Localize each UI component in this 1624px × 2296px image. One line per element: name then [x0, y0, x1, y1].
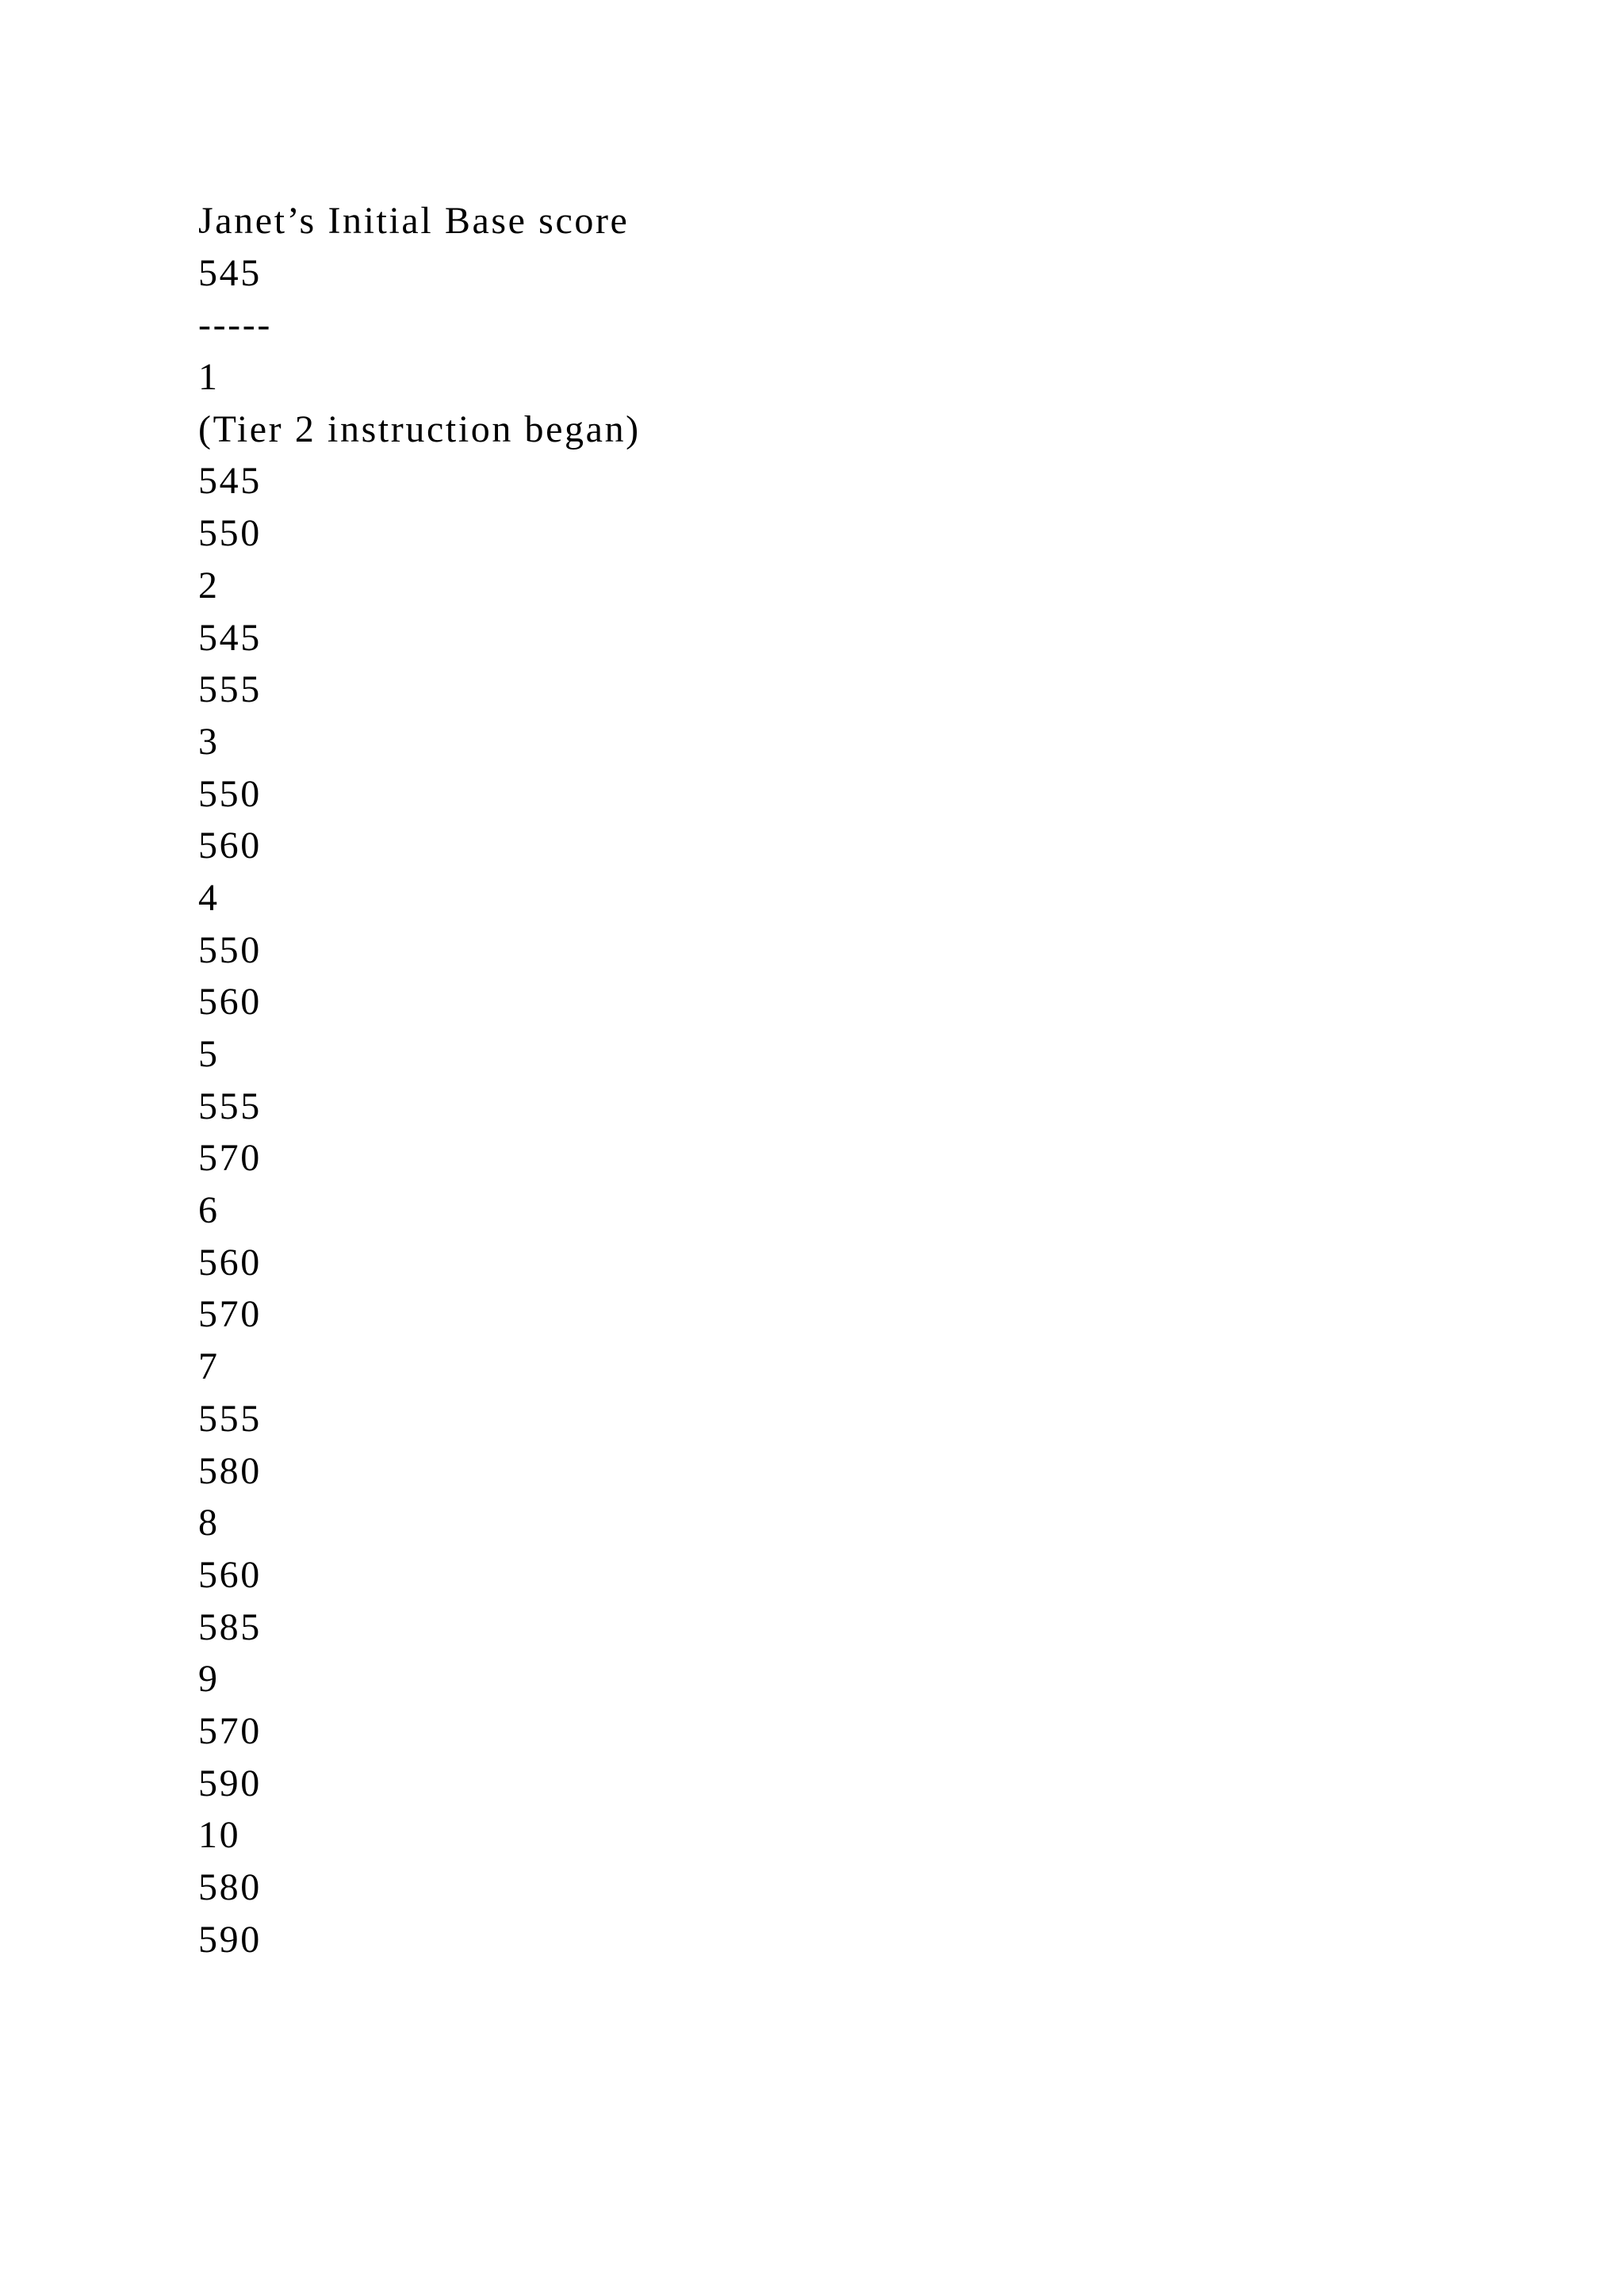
week-number: 10 — [198, 1814, 241, 1857]
score-value: 550 — [198, 772, 262, 815]
score-value: 580 — [198, 1449, 262, 1492]
week-number: 2 — [198, 564, 220, 607]
document-title: Janet’s Initial Base score — [198, 200, 630, 242]
score-value: 570 — [198, 1137, 262, 1180]
week-number: 1 — [198, 356, 220, 399]
score-value: 550 — [198, 928, 262, 971]
separator-line: ----- — [198, 304, 272, 346]
score-value: 570 — [198, 1293, 262, 1336]
score-value: 560 — [198, 981, 262, 1024]
note-line: (Tier 2 instruction began) — [198, 408, 641, 450]
score-value: 555 — [198, 668, 262, 711]
week-number: 8 — [198, 1502, 220, 1544]
week-number: 5 — [198, 1033, 220, 1075]
week-number: 6 — [198, 1189, 220, 1232]
score-value: 560 — [198, 1553, 262, 1596]
week-number: 4 — [198, 876, 220, 919]
week-number: 9 — [198, 1658, 220, 1701]
score-value: 560 — [198, 1241, 262, 1284]
score-value: 550 — [198, 512, 262, 555]
score-value: 590 — [198, 1762, 262, 1804]
score-value: 585 — [198, 1605, 262, 1648]
score-value: 590 — [198, 1918, 262, 1961]
score-value: 560 — [198, 825, 262, 867]
week-number: 7 — [198, 1345, 220, 1388]
score-value: 545 — [198, 616, 262, 659]
text-block — [198, 195, 1467, 1965]
initial-score: 545 — [198, 251, 262, 294]
score-value: 570 — [198, 1709, 262, 1752]
score-value: 555 — [198, 1397, 262, 1440]
week-number: 3 — [198, 720, 220, 763]
score-value: 555 — [198, 1085, 262, 1127]
score-value: 580 — [198, 1866, 262, 1908]
score-value: 545 — [198, 460, 262, 503]
